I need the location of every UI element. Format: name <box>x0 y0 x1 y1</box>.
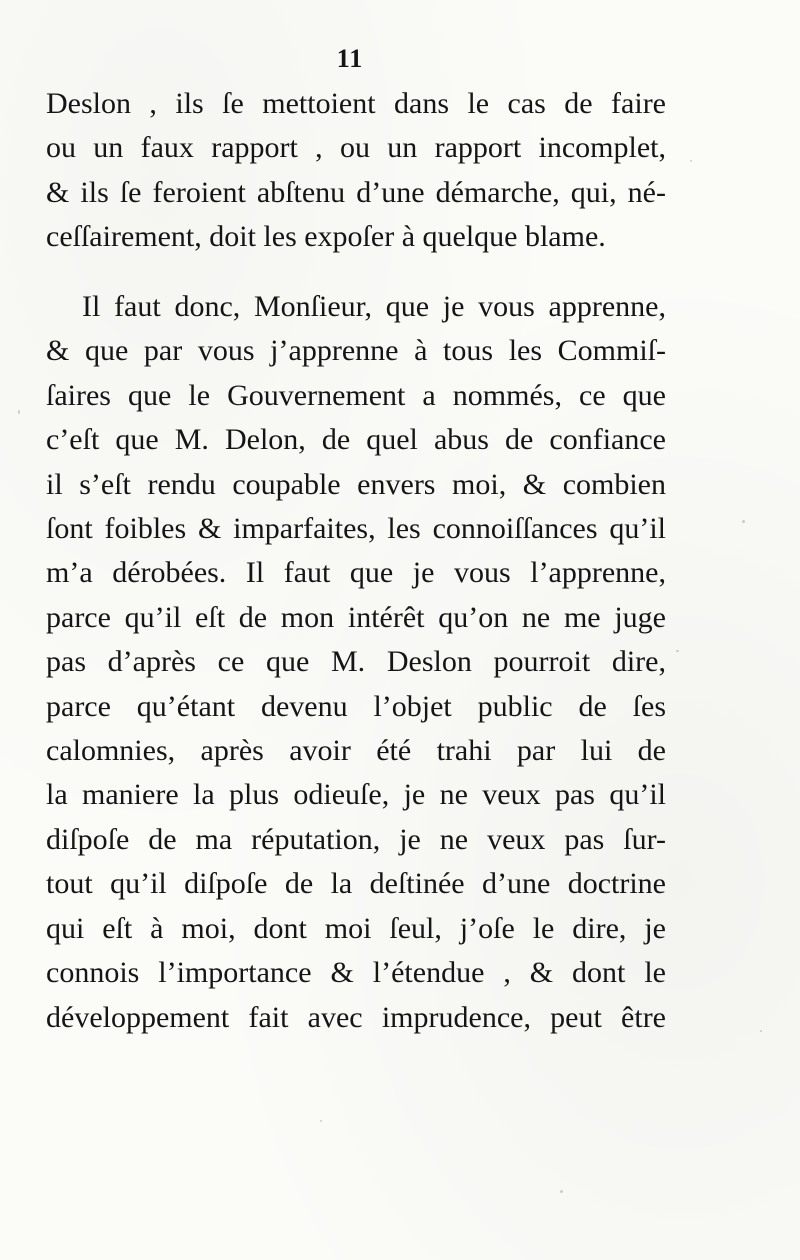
text-line: ou un faux rapport , ou un rapport incomplet, <box>46 131 666 165</box>
text-line: m’a dérobées. Il faut que je vous l’apprenne, <box>46 556 666 590</box>
text-line: & que par vous j’apprenne à tous les Commiſ- <box>46 334 666 368</box>
text-line: qui eſt à moi, dont moi ſeul, j’oſe le dire, je <box>46 911 666 945</box>
paper-speck <box>18 410 20 414</box>
text-line: ſont foibles & imparfaites, les connoiſſances qu’il <box>46 512 666 546</box>
text-line: tout qu’il diſpoſe de la deſtinée d’une doctrine <box>46 867 666 901</box>
text-line: diſpoſe de ma réputation, je ne veux pas ſur- <box>46 822 666 856</box>
paper-speck <box>742 520 745 523</box>
text-line: c’eſt que M. Delon, de quel abus de confiance <box>46 423 666 457</box>
paper-speck <box>760 1030 762 1032</box>
paper-speck <box>690 160 692 162</box>
paragraph-1 <box>46 82 666 260</box>
page-number: 11 <box>336 44 364 73</box>
text-line: & ils ſe feroient abſtenu d’une démarche, qui, né- <box>46 175 666 209</box>
text-line: parce qu’étant devenu l’objet public de ſes <box>46 689 666 723</box>
text-line: développement fait avec imprudence, peut être <box>46 1000 666 1034</box>
text-line: ceſſairement, doit les expoſer à quelque blame. <box>46 220 606 254</box>
text-line: calomnies, après avoir été trahi par lui de <box>46 734 666 768</box>
paragraph-2 <box>46 285 666 1040</box>
text-line: la maniere la plus odieuſe, je ne veux pas qu’il <box>46 778 666 812</box>
text-line: parce qu’il eſt de mon intérêt qu’on ne me juge <box>46 600 666 634</box>
text-line: Il faut donc, Monſieur, que je vous apprenne, <box>82 290 666 323</box>
text-line: connois l’importance & l’étendue , & dont le <box>46 956 666 990</box>
text-line: pas d’après ce que M. Deslon pourroit dire, <box>46 645 666 679</box>
text-line: Deslon , ils ſe mettoient dans le cas de faire <box>46 87 666 120</box>
text-line: il s’eſt rendu coupable envers moi, & combien <box>46 467 666 501</box>
text-line: ſaires que le Gouvernement a nommés, ce que <box>46 378 666 412</box>
paper-speck <box>320 1120 322 1122</box>
paper-speck <box>560 1190 563 1193</box>
paper-speck <box>676 650 679 652</box>
